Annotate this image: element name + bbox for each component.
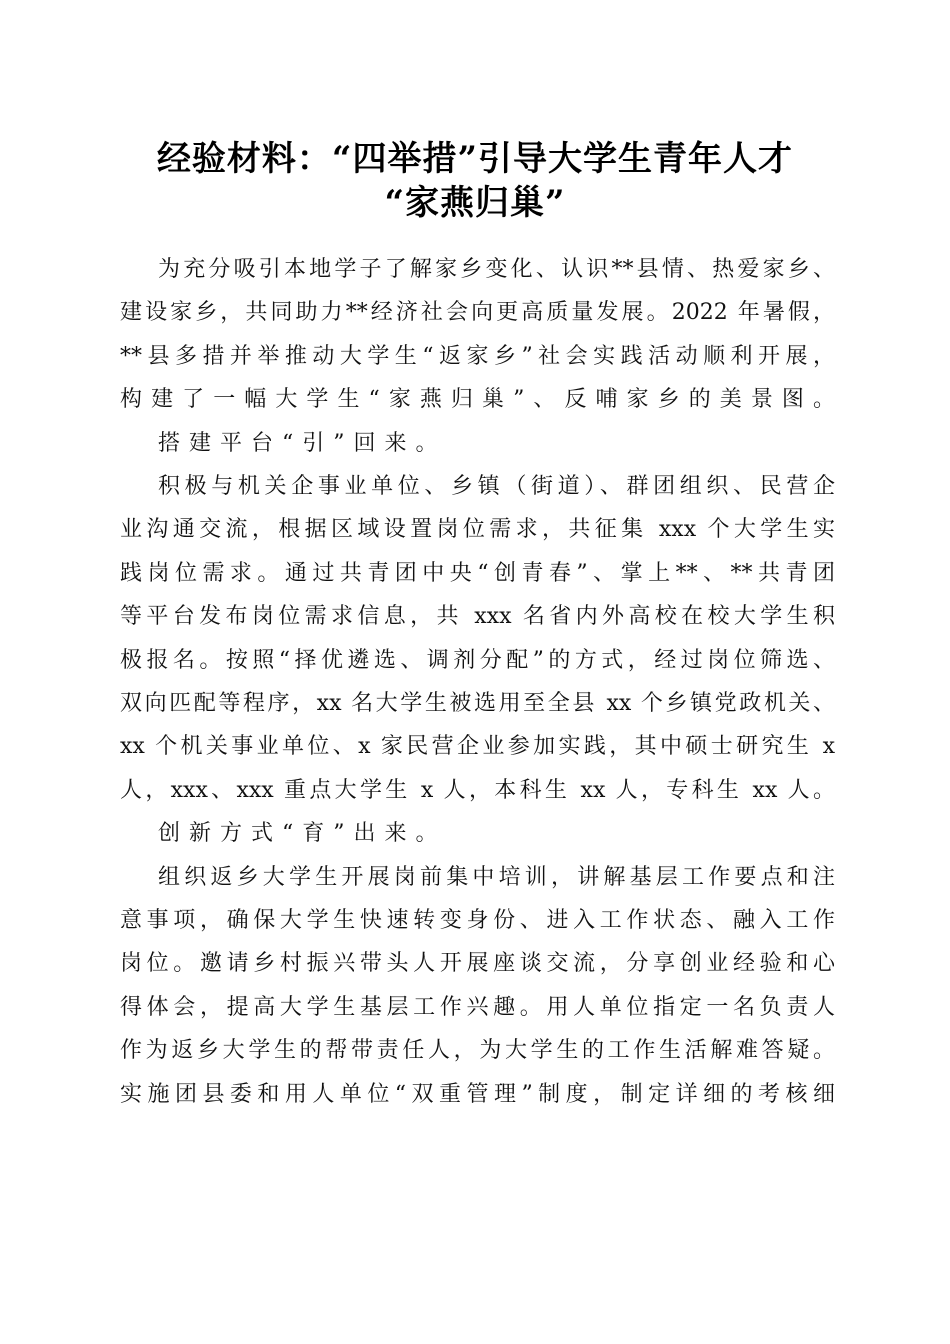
paragraph-line: 岗位。邀请乡村振兴带头人开展座谈交流，分享创业经验和心 — [120, 951, 835, 977]
document-title-line-2: “家燕归巢” — [384, 183, 566, 223]
paragraph-line: **县多措并举推动大学生“返家乡”社会实践活动顺利开展， — [120, 343, 835, 369]
paragraph-line: 双向匹配等程序，xx 名大学生被选用至全县 xx 个乡镇党政机关、 — [120, 691, 835, 716]
paragraph-line: 建设家乡，共同助力**经济社会向更高质量发展。2022 年暑假， — [120, 300, 835, 326]
paragraph-line: 积极与机关企事业单位、乡镇（街道）、群团组织、民营企 — [158, 474, 835, 499]
paragraph-line: xx 个机关事业单位、x 家民营企业参加实践，其中硕士研究生 x — [120, 734, 835, 760]
paragraph-line: 得体会，提高大学生基层工作兴趣。用人单位指定一名负责人 — [120, 994, 835, 1020]
paragraph-line: 创新方式“育”出来。 — [158, 821, 447, 847]
paragraph-line: 践岗位需求。通过共青团中央“创青春”、掌上**、**共青团 — [120, 560, 835, 586]
paragraph-line: 人，xxx、xxx 重点大学生 x 人，本科生 xx 人，专科生 xx 人。 — [120, 777, 835, 803]
paragraph-line: 为充分吸引本地学子了解家乡变化、认识**县情、热爱家乡、 — [158, 257, 835, 282]
paragraph-line: 组织返乡大学生开展岗前集中培训，讲解基层工作要点和注 — [158, 864, 835, 890]
paragraph-line: 意事项，确保大学生快速转变身份、进入工作状态、融入工作 — [120, 908, 835, 933]
paragraph-line: 极报名。按照“择优遴选、调剂分配”的方式，经过岗位筛选、 — [120, 647, 835, 673]
paragraph-line: 业沟通交流，根据区域设置岗位需求，共征集 xxx 个大学生实 — [120, 517, 835, 543]
paragraph-line: 实施团县委和用人单位“双重管理”制度，制定详细的考核细 — [120, 1081, 835, 1107]
paragraph-line: 搭建平台“引”回来。 — [158, 430, 447, 456]
document-title-line-1: 经验材料：“四举措”引导大学生青年人才 — [156, 139, 794, 179]
paragraph-line: 等平台发布岗位需求信息，共 xxx 名省内外高校在校大学生积 — [120, 604, 835, 630]
paragraph-line: 构建了一幅大学生“家燕归巢”、反哺家乡的美景图。 — [120, 387, 835, 413]
paragraph-line: 作为返乡大学生的帮带责任人，为大学生的工作生活解难答疑。 — [120, 1038, 835, 1064]
